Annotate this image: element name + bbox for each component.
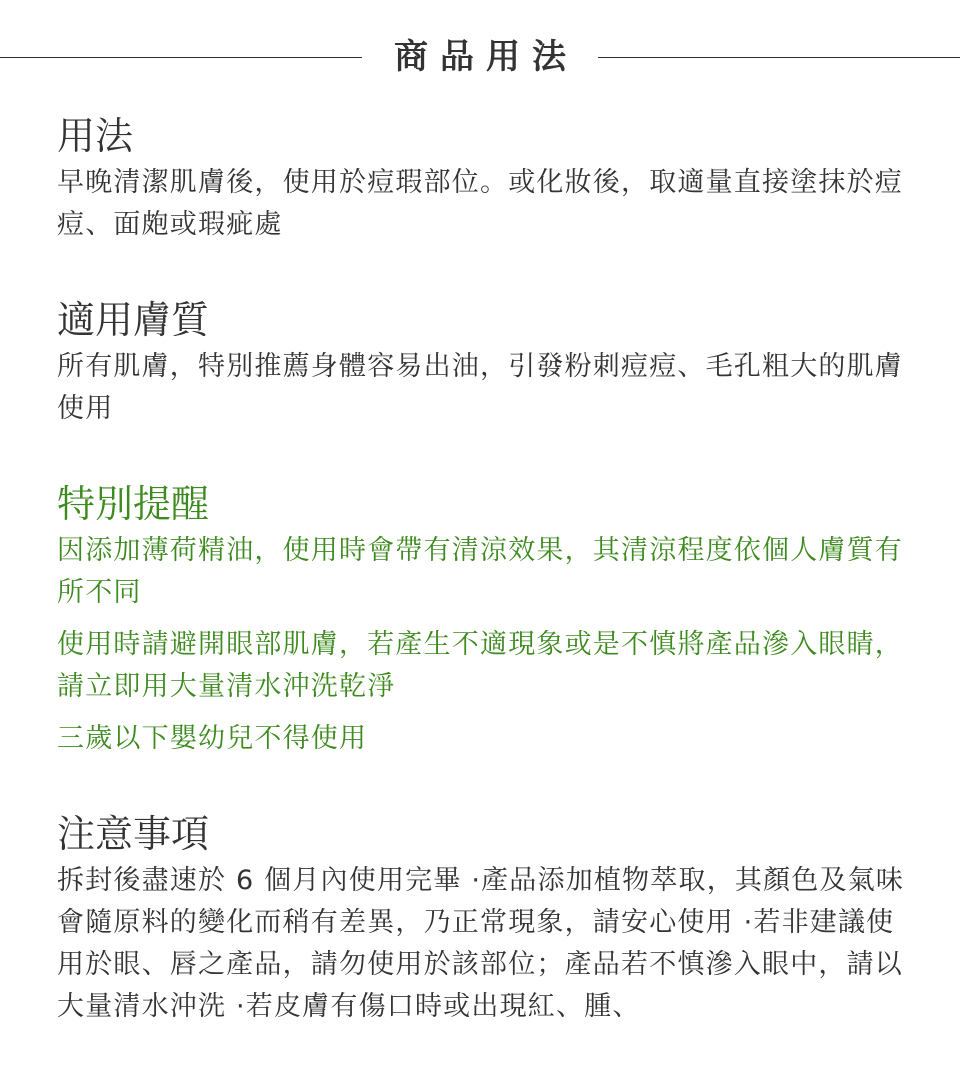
skin-type-heading: 適用膚質 xyxy=(57,298,210,342)
header-divider-right xyxy=(598,57,960,58)
precautions-section xyxy=(57,810,907,1028)
special-notice-heading: 特別提醒 xyxy=(57,482,210,526)
usage-text: 早晚清潔肌膚後，使用於痘瑕部位。或化妝後，取適量直接塗抹於痘痘、面皰或瑕疵處 xyxy=(57,167,903,240)
usage-section xyxy=(57,112,907,246)
precautions-heading: 注意事項 xyxy=(57,812,210,856)
skin-type-text: 所有肌膚，特別推薦身體容易出油，引發粉刺痘痘、毛孔粗大的肌膚使用 xyxy=(57,351,903,424)
page-header xyxy=(0,34,960,84)
header-divider-left xyxy=(0,57,362,58)
special-notice-section xyxy=(57,480,907,760)
notice-item: 因添加薄荷精油，使用時會帶有清涼效果，其清涼程度依個人膚質有所不同 xyxy=(57,535,903,608)
usage-heading: 用法 xyxy=(57,114,134,158)
skin-type-section xyxy=(57,296,907,430)
notice-item: 三歲以下嬰幼兒不得使用 xyxy=(57,723,368,754)
precautions-text: 拆封後盡速於 6 個月內使用完畢 ·產品添加植物萃取，其顏色及氣味會隨原料的變化而稍有差異，乃正常現象，請安心使用 ·若非建議使用於眼、唇之產品，請勿使用於該部位；產品若不慎滲入眼中，請以大量清水沖洗 ·若皮膚有傷口時或出現紅、腫、 xyxy=(57,865,905,1022)
product-usage-content xyxy=(57,112,907,1078)
notice-item: 使用時請避開眼部肌膚，若產生不適現象或是不慎將產品滲入眼睛，請立即用大量清水沖洗乾淨 xyxy=(57,629,903,702)
page-title: 商品用法 xyxy=(394,37,578,77)
